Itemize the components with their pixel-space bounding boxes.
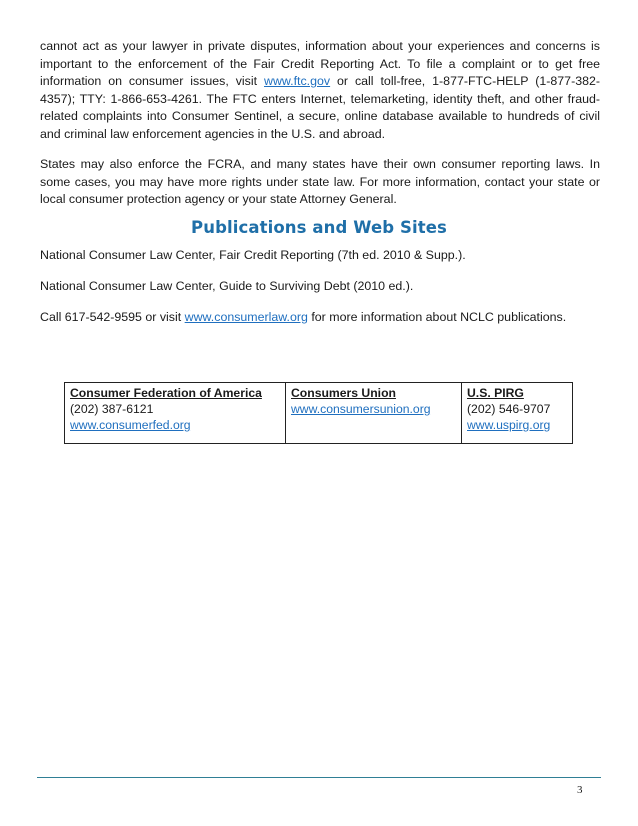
ftc-link[interactable]: www.ftc.gov [264,74,331,89]
ftc-paragraph [40,38,600,144]
org-phone: (202) 387-6121 [70,402,154,416]
org-cell-consumers-union [286,383,462,444]
organizations-table [64,382,573,444]
org-name: Consumer Federation of America [70,386,262,400]
publication-item-fair-credit: National Consumer Law Center, Fair Credit Reporting (7th ed. 2010 & Supp.). [40,248,466,262]
org-cell-uspirg [462,383,573,444]
org-url-link[interactable]: www.consumerfed.org [70,418,191,432]
nclc-call-line [40,309,600,327]
section-heading: Publications and Web Sites [191,218,447,237]
org-cell-cfa [65,383,286,444]
page-number: 3 [577,784,583,796]
publication-item-surviving-debt: National Consumer Law Center, Guide to Surviving Debt (2010 ed.). [40,279,414,293]
org-phone: (202) 546-9707 [467,402,551,416]
ftc-paragraph-text-b: or call toll-free, 1-877-FTC-HELP (1-877-382-4357); TTY: 1-866-653-4261. The FTC enters Internet, telemarketing, identity theft, and other fraud-related complaints into Consumer Sentinel, a secure, online database available to hundreds of civil and criminal law enforcement agencies in the U.S. and abroad. [40,74,601,141]
table-row [65,383,573,444]
org-name: Consumers Union [291,386,396,400]
org-name: U.S. PIRG [467,386,524,400]
footer-rule [37,777,601,778]
state-enforcement-paragraph: States may also enforce the FCRA, and many states have their own consumer reporting laws. In some cases, you may have more rights under state law. For more information, contact your state or local consumer protection agency or your state Attorney General. [40,157,600,207]
org-url-link[interactable]: www.consumersunion.org [291,402,431,416]
ftc-paragraph-text-a: cannot act as your lawyer in private disputes, information about your experiences and concerns is important to the enforcement of the Fair Credit Reporting Act. To file a complaint or to get free information on consumer issues, visit [40,39,600,89]
nclc-call-text-a: Call 617-542-9595 or visit [40,310,185,324]
consumerlaw-link[interactable]: www.consumerlaw.org [184,310,308,324]
nclc-call-text-b: for more information about NCLC publications. [307,310,567,324]
org-url-link[interactable]: www.uspirg.org [467,418,551,432]
